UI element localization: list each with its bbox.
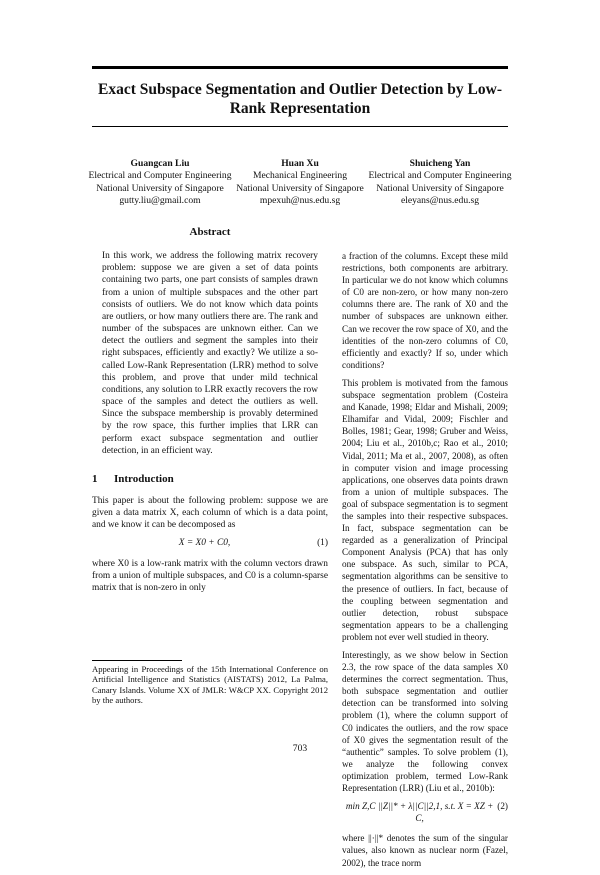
title-top-rule	[92, 66, 508, 69]
equation-body: min Z,C ||Z||* + λ||C||2,1, s.t. X = XZ + C,	[345, 801, 494, 824]
equation-number: (2)	[497, 801, 508, 812]
author-2	[230, 158, 370, 208]
intro-paragraph-2: where X0 is a low-rank matrix with the column vectors drawn from a union of multiple subspaces, and C0 is a column-sparse matrix that is non-zero in only	[92, 558, 328, 593]
page-number: 703	[292, 743, 308, 754]
paper-title: Exact Subspace Segmentation and Outlier Detection by Low-Rank Representation	[97, 81, 502, 117]
footnote-rule	[92, 660, 182, 661]
equation-1	[92, 537, 328, 549]
right-paragraph-2: This problem is motivated from the famous subspace segmentation problem (Costeira and Kanade, 1998; Eldar and Mishali, 2009; Elhamifar and Vidal, 2009; Fischler and Bolles, 1981; Gear, 1998; Gruber and Weiss, 2004; Liu et al., 2010b,c; Rao et al., 2010; Vidal, 2011; Ma et al., 2007, 2008), as often in computer vision and image processing applications, one observes data points drawn from a union of multiple subspaces. The goal of subspace segmentation is to segment the samples into their respective subspaces. In fact, subspace segmentation can be regarded as a generalization of Principal Component Analysis (PCA) that has only one subspace. As such, similar to PCA, segmentation algorithms can be sensitive to the presence of outliers. In fact, because of the coupling between segmentation and outlier detection, robust subspace segmentation appears to be a challenging problem not ever well studied in theory.	[342, 377, 508, 642]
author-name: Guangcan Liu	[130, 158, 190, 169]
author-email: gutty.liu@gmail.com	[119, 195, 201, 207]
right-paragraph-4: where ||·||* denotes the sum of the singular values, also known as nuclear norm (Fazel, 2002), the trace norm	[342, 833, 508, 868]
abstract-text: In this work, we address the following matrix recovery problem: suppose we are given a set of data points containing two parts, one part consists of samples drawn from a union of multiple subspaces and the other part consists of outliers. We do not know which data points are outliers, or how many outliers there are. The rank and number of the subspaces are unknown either. Can we detect the outliers and segment the samples into their right subspaces, efficiently and exactly? We utilize a so-called Low-Rank Representation (LRR) method to solve this problem, and prove that under mild technical conditions, any solution to LRR exactly recovers the row space of the samples and detect the outliers as well. Since the subspace membership is provably determined by the row space, this further implies that LRR can perform exact subspace segmentation and outlier detection, in an efficient way.	[102, 251, 318, 456]
author-institution: National University of Singapore	[376, 182, 504, 194]
author-email: eleyans@nus.edu.sg	[400, 195, 480, 207]
section-heading	[92, 473, 328, 485]
right-paragraph-3: Interestingly, as we show below in Section 2.3, the row space of the data samples X0 determines the correct segmentation. Thus, both subspace segmentation and outlier detection can be transformed into solving problem (1), where the column support of C0 indicates the outliers, and the row space of X0 gives the segmentation result of the “authentic” samples. To solve problem (1), we analyze the following convex optimization problem, termed Low-Rank Representation (LRR) (Liu et al., 2010b):	[342, 650, 508, 794]
author-institution: National University of Singapore	[236, 182, 364, 194]
author-email: mpexuh@nus.edu.sg	[259, 195, 341, 207]
abstract-heading: Abstract	[189, 226, 231, 238]
author-department: Electrical and Computer Engineering	[88, 170, 232, 182]
footnote: Appearing in Proceedings of the 15th International Conference on Artificial Intelligence and Statistics (AISTATS) 2012, La Palma, Canary Islands. Volume XX of JMLR: W&CP XX. Copyright 2012 by the authors.	[92, 664, 328, 706]
author-name: Shuicheng Yan	[409, 158, 471, 169]
author-1	[80, 158, 240, 208]
author-institution: National University of Singapore	[96, 182, 224, 194]
title-bottom-rule	[92, 126, 508, 127]
right-column-body	[342, 250, 508, 875]
author-name: Huan Xu	[281, 158, 319, 169]
intro-paragraph-1: This paper is about the following problem: suppose we are given a data matrix X, each column of which is a data point, and we know it can be decomposed as	[92, 495, 328, 531]
right-paragraph-1: a fraction of the columns. Except these mild restrictions, both components are arbitrary. In particular we do not know which columns of C0 are non-zero, or how many non-zero columns there are. The rank of X0 and the number of subspaces are unknown either. Can we recover the row space of X0, and the identities of the non-zero columns of C0, efficiently and exactly? If so, under which conditions?	[342, 251, 508, 370]
equation-2	[342, 800, 508, 824]
equation-number: (1)	[317, 538, 328, 549]
author-3	[360, 158, 520, 208]
section-title: Introduction	[114, 472, 174, 485]
author-department: Electrical and Computer Engineering	[368, 170, 512, 182]
author-department: Mechanical Engineering	[252, 170, 348, 182]
equation-body: X = X0 + C0,	[178, 538, 231, 549]
section-number: 1	[92, 472, 98, 485]
left-column	[92, 226, 328, 600]
